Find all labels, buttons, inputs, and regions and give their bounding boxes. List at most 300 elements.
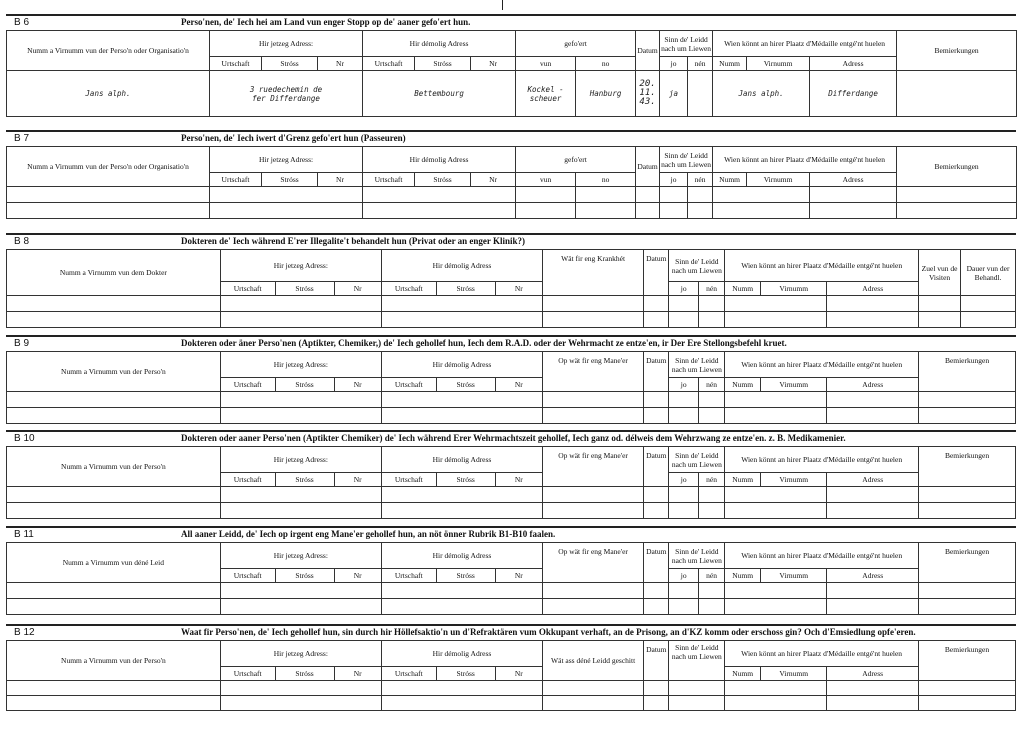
blank-cell[interactable] — [381, 599, 542, 615]
section-b9 — [6, 335, 1016, 389]
blank-cell[interactable] — [543, 599, 644, 615]
blank-cell[interactable] — [897, 187, 1017, 203]
blank-cell[interactable] — [827, 599, 919, 615]
table-b7 — [6, 146, 1017, 219]
blank-cell[interactable] — [220, 696, 381, 711]
blank-cell[interactable] — [713, 203, 810, 219]
blank-cell[interactable] — [644, 599, 669, 615]
blank-cell[interactable] — [669, 583, 698, 599]
blank-cell[interactable] — [516, 203, 576, 219]
blank-cell[interactable] — [644, 696, 669, 711]
col-gefoert: gefo'ert — [516, 31, 636, 57]
blank-cell[interactable] — [7, 187, 210, 203]
blank-cell[interactable] — [381, 503, 542, 519]
col-jo: jo — [669, 378, 698, 392]
col-stross: Stróss — [436, 282, 495, 296]
blank-cell[interactable] — [543, 487, 644, 503]
blank-cell[interactable] — [220, 392, 381, 408]
blank-cell[interactable] — [381, 408, 542, 424]
blank-cell[interactable] — [7, 583, 221, 599]
blank-cell[interactable] — [725, 503, 827, 519]
col-adress: Adress — [810, 173, 897, 187]
col-wien: Wien könnt an hirer Plaatz d'Médaille entgé'nt huelen — [725, 641, 919, 667]
blank-cell[interactable] — [725, 599, 827, 615]
blank-cell[interactable] — [220, 312, 381, 328]
blank-cell[interactable] — [669, 681, 725, 696]
col-stross: Stróss — [275, 667, 334, 681]
blank-cell[interactable] — [576, 187, 636, 203]
col-nen: nén — [698, 473, 724, 487]
col-nr: Nr — [334, 569, 381, 583]
col-numm: Numm — [725, 569, 761, 583]
blank-cell[interactable] — [669, 599, 698, 615]
section-title: Waat fir Perso'nen, de' Iech gehollef hun, sin durch hir Höllefsaktio'n un d'Refraktären vum Okkupant verhaft, an de Prisong, an d'KZ komm oder erschoss gin? Och d'Emsiedlung opfe'eren. — [181, 627, 916, 637]
col-old-addr: Hir démolig Adress — [381, 543, 542, 569]
col-adress: Adress — [827, 378, 919, 392]
col-bemierk: Bemierkungen — [919, 641, 1016, 681]
col-name-person: Numm a Virnumm vun der Perso'n — [7, 447, 221, 487]
blank-cell[interactable] — [381, 583, 542, 599]
blank-cell[interactable] — [725, 583, 827, 599]
entry-name[interactable]: Jans alph. — [7, 71, 210, 117]
blank-cell[interactable] — [698, 392, 724, 408]
blank-cell[interactable] — [827, 487, 919, 503]
blank-cell[interactable] — [827, 696, 919, 711]
blank-cell[interactable] — [827, 392, 919, 408]
blank-cell[interactable] — [827, 583, 919, 599]
blank-cell[interactable] — [669, 503, 698, 519]
col-numm: Numm — [725, 282, 761, 296]
col-stross: Stróss — [262, 57, 318, 71]
col-sinn: Sinn de' Leidd nach um Liewen — [669, 447, 725, 473]
col-krankhet: Wät fir eng Krankhét — [543, 250, 644, 296]
blank-cell[interactable] — [919, 296, 961, 312]
col-maneer: Op wät fir eng Mane'er — [543, 543, 644, 583]
blank-cell[interactable] — [827, 296, 919, 312]
col-adress: Adress — [810, 57, 897, 71]
col-nr: Nr — [318, 173, 363, 187]
entry-vun[interactable]: Kockel - scheuer — [516, 71, 576, 117]
blank-cell[interactable] — [381, 696, 542, 711]
blank-cell[interactable] — [827, 503, 919, 519]
blank-cell[interactable] — [669, 296, 698, 312]
col-virnumm: Virnumm — [761, 473, 827, 487]
col-sinn: Sinn de' Leidd nach um Liewen — [660, 147, 713, 173]
col-nen: nén — [688, 173, 713, 187]
section-title: Dokteren oder äner Perso'nen (Aptikter, Chemiker,) de' Iech gehollef hun, Iech dem R.A.D. oder der Wehrmacht ze entze'en, ir Der Ere Stellongsbefehl kruet. — [181, 338, 787, 348]
blank-cell[interactable] — [919, 312, 961, 328]
blank-cell[interactable] — [698, 487, 724, 503]
col-nr: Nr — [495, 378, 542, 392]
blank-cell[interactable] — [543, 408, 644, 424]
blank-cell[interactable] — [698, 583, 724, 599]
blank-cell[interactable] — [7, 503, 221, 519]
col-numm: Numm — [725, 378, 761, 392]
col-stross: Stróss — [436, 667, 495, 681]
col-virnumm: Virnumm — [761, 282, 827, 296]
col-maneer: Op wät fir eng Mane'er — [543, 352, 644, 392]
col-nen: nén — [698, 378, 724, 392]
blank-cell[interactable] — [827, 408, 919, 424]
col-jo: jo — [669, 282, 698, 296]
col-ortschaft: Urtschaft — [220, 667, 275, 681]
col-datum: Datum — [644, 447, 669, 487]
col-ortschaft: Urtschaft — [220, 378, 275, 392]
blank-cell[interactable] — [363, 187, 516, 203]
blank-cell[interactable] — [827, 312, 919, 328]
col-nr: Nr — [495, 473, 542, 487]
blank-cell[interactable] — [644, 408, 669, 424]
col-datum: Datum — [644, 641, 669, 681]
col-old-addr: Hir démolig Adress — [363, 31, 516, 57]
col-datum: Datum — [644, 250, 669, 296]
col-old-addr: Hir démolig Adress — [381, 352, 542, 378]
col-datum: Datum — [644, 352, 669, 392]
blank-cell[interactable] — [381, 312, 542, 328]
section-label: B 12 — [14, 627, 35, 638]
col-ortschaft: Urtschaft — [381, 473, 436, 487]
col-ortschaft: Urtschaft — [220, 282, 275, 296]
col-jo: jo — [660, 57, 688, 71]
col-ortschaft: Urtschaft — [381, 282, 436, 296]
col-nr: Nr — [334, 473, 381, 487]
col-visiten: Zuel vun de Visiten — [919, 250, 961, 296]
col-cur-addr: Hir jetzeg Adress: — [210, 147, 363, 173]
col-adress: Adress — [827, 667, 919, 681]
col-geschitt: Wät ass déné Leidd geschitt — [543, 641, 644, 681]
col-cur-addr: Hir jetzeg Adress: — [220, 641, 381, 667]
blank-cell[interactable] — [7, 312, 221, 328]
table-b10 — [6, 446, 1016, 519]
blank-cell[interactable] — [644, 392, 669, 408]
col-ortschaft: Urtschaft — [381, 378, 436, 392]
col-wien: Wien könnt an hirer Plaatz d'Médaille entgé'nt huelen — [725, 352, 919, 378]
blank-cell[interactable] — [827, 681, 919, 696]
section-title: Perso'nen, de' Iech hei am Land vun enger Stopp op de' aaner gefo'ert hun. — [181, 17, 471, 27]
blank-cell[interactable] — [919, 696, 1016, 711]
blank-cell[interactable] — [725, 681, 827, 696]
section-b6 — [6, 14, 1016, 107]
col-numm: Numm — [725, 473, 761, 487]
col-name: Numm a Virnumm vun der Perso'n oder Organisatio'n — [7, 31, 210, 71]
col-nen: nén — [688, 57, 713, 71]
blank-cell[interactable] — [7, 681, 221, 696]
col-old-addr: Hir démolig Adress — [381, 641, 542, 667]
col-name-person: Numm a Virnumm vun der Perso'n — [7, 641, 221, 681]
blank-cell[interactable] — [725, 296, 827, 312]
entry-jo[interactable]: ja — [660, 71, 688, 117]
col-cur-addr: Hir jetzeg Adress: — [220, 447, 381, 473]
entry-datum[interactable]: 20. 11. 43. — [636, 71, 660, 117]
section-b8 — [6, 233, 1016, 293]
col-virnumm: Virnumm — [761, 667, 827, 681]
blank-cell[interactable] — [636, 187, 660, 203]
col-stross: Stróss — [436, 473, 495, 487]
col-nr: Nr — [471, 173, 516, 187]
col-old-addr: Hir démolig Adress — [381, 447, 542, 473]
section-label: B 7 — [14, 133, 30, 144]
col-sinn: Sinn de' Leidd nach um Liewen — [660, 31, 713, 57]
blank-cell[interactable] — [220, 503, 381, 519]
entry-cur-addr-line2: fer Differdange — [252, 93, 320, 103]
col-stross: Stróss — [275, 282, 334, 296]
col-adress: Adress — [827, 473, 919, 487]
col-cur-addr: Hir jetzeg Adress: — [220, 352, 381, 378]
col-old-addr: Hir démolig Adress — [381, 250, 542, 282]
col-stross: Stróss — [415, 57, 471, 71]
blank-cell[interactable] — [220, 599, 381, 615]
blank-cell[interactable] — [810, 203, 897, 219]
col-sinn: Sinn de' Leidd nach um Liewen — [669, 543, 725, 569]
col-stross: Stróss — [262, 173, 318, 187]
table-b11 — [6, 542, 1016, 615]
blank-cell[interactable] — [698, 296, 724, 312]
col-numm: Numm — [713, 57, 747, 71]
entry-cur-addr-line1: 3 ruedechemin de — [249, 84, 323, 94]
blank-cell[interactable] — [698, 599, 724, 615]
blank-cell[interactable] — [698, 408, 724, 424]
blank-cell[interactable] — [543, 296, 644, 312]
blank-cell[interactable] — [220, 408, 381, 424]
blank-cell[interactable] — [897, 203, 1017, 219]
blank-cell[interactable] — [725, 312, 827, 328]
blank-cell[interactable] — [669, 392, 698, 408]
col-stross: Stróss — [415, 173, 471, 187]
col-nr: Nr — [495, 667, 542, 681]
blank-cell[interactable] — [919, 583, 1016, 599]
section-label: B 11 — [14, 529, 34, 540]
col-nr: Nr — [471, 57, 516, 71]
blank-cell[interactable] — [919, 599, 1016, 615]
blank-cell[interactable] — [7, 296, 221, 312]
col-no: no — [576, 173, 636, 187]
table-b9 — [6, 351, 1016, 424]
col-datum: Datum — [644, 543, 669, 583]
section-title: Dokteren de' Iech während E'rer Illegalite't behandelt hun (Privat oder an enger Klinik?) — [181, 236, 526, 246]
col-ortschaft: Urtschaft — [381, 667, 436, 681]
blank-cell[interactable] — [543, 392, 644, 408]
col-cur-addr: Hir jetzeg Adress: — [220, 543, 381, 569]
blank-cell[interactable] — [381, 487, 542, 503]
section-label: B 9 — [14, 338, 30, 349]
blank-cell[interactable] — [919, 408, 1016, 424]
section-title: Dokteren oder aaner Perso'nen (Aptikter Chemiker) de' Iech während Erer Wehrmachtszeit gehollef, Iech ganz od. délweis dem Wehrzwang ze entze'en. z. B. Medikamenier. — [181, 433, 846, 443]
col-name-person: Numm a Virnumm vun der Perso'n — [7, 352, 221, 392]
col-ortschaft: Urtschaft — [210, 57, 262, 71]
blank-cell[interactable] — [698, 503, 724, 519]
col-bemierk: Bemierkungen — [919, 543, 1016, 583]
blank-cell[interactable] — [543, 503, 644, 519]
section-label: B 6 — [14, 17, 30, 28]
col-virnumm: Virnumm — [761, 569, 827, 583]
blank-cell[interactable] — [644, 487, 669, 503]
table-b8 — [6, 249, 1016, 328]
blank-cell[interactable] — [688, 203, 713, 219]
blank-cell[interactable] — [725, 392, 827, 408]
col-adress: Adress — [827, 282, 919, 296]
col-bemierk: Bemierkungen — [919, 352, 1016, 392]
col-nr: Nr — [334, 667, 381, 681]
blank-cell[interactable] — [381, 681, 542, 696]
col-ortschaft: Urtschaft — [363, 57, 415, 71]
col-bemierk: Bemierkungen — [897, 147, 1017, 187]
section-title: Perso'nen, de' Iech iwert d'Grenz gefo'ert hun (Passeuren) — [181, 133, 406, 143]
col-sinn: Sinn de' Leidd nach um Liewen — [669, 352, 725, 378]
col-cur-addr: Hir jetzeg Adress: — [210, 31, 363, 57]
col-ortschaft: Urtschaft — [381, 569, 436, 583]
blank-cell[interactable] — [7, 599, 221, 615]
col-nr: Nr — [318, 57, 363, 71]
blank-cell[interactable] — [698, 312, 724, 328]
col-name: Numm a Virnumm vun der Perso'n oder Organisatio'n — [7, 147, 210, 187]
col-sinn: Sinn de' Leidd nach um Liewen — [669, 641, 725, 681]
blank-cell[interactable] — [961, 312, 1016, 328]
col-vun: vun — [516, 173, 576, 187]
col-jo: jo — [669, 569, 698, 583]
section-title: All aaner Leidd, de' Iech op irgent eng Mane'er gehollef hun, an nöt önner Rubrik B1-B10 faalen. — [181, 529, 556, 539]
section-label: B 8 — [14, 236, 30, 247]
col-adress: Adress — [827, 569, 919, 583]
blank-cell[interactable] — [210, 187, 363, 203]
entry-medal-name[interactable]: Jans alph. — [713, 71, 810, 117]
blank-cell[interactable] — [919, 392, 1016, 408]
col-ortschaft: Urtschaft — [363, 173, 415, 187]
blank-cell[interactable] — [961, 296, 1016, 312]
blank-cell[interactable] — [725, 408, 827, 424]
col-gefoert: gefo'ert — [516, 147, 636, 173]
blank-cell[interactable] — [7, 408, 221, 424]
col-stross: Stróss — [275, 569, 334, 583]
table-b6 — [6, 30, 1017, 117]
blank-cell[interactable] — [220, 681, 381, 696]
blank-cell[interactable] — [381, 392, 542, 408]
col-wien: Wien könnt an hirer Plaatz d'Médaille entgé'nt huelen — [725, 543, 919, 569]
blank-cell[interactable] — [713, 187, 810, 203]
col-virnumm: Virnumm — [747, 57, 810, 71]
entry-medal-addr[interactable]: Differdange — [810, 71, 897, 117]
blank-cell[interactable] — [660, 203, 688, 219]
col-old-addr: Hir démolig Adress — [363, 147, 516, 173]
col-nr: Nr — [334, 378, 381, 392]
col-wien: Wien könnt an hirer Plaatz d'Médaille entgé'nt huelen — [725, 447, 919, 473]
section-b12 — [6, 624, 1016, 678]
col-cur-addr: Hir jetzeg Adress: — [220, 250, 381, 282]
entry-bemierk[interactable] — [897, 71, 1017, 117]
col-virnumm: Virnumm — [747, 173, 810, 187]
col-wien: Wien könnt an hirer Plaatz d'Médaille entgé'nt huelen — [713, 31, 897, 57]
col-ortschaft: Urtschaft — [220, 473, 275, 487]
col-numm: Numm — [713, 173, 747, 187]
blank-cell[interactable] — [810, 187, 897, 203]
blank-cell[interactable] — [636, 203, 660, 219]
blank-cell[interactable] — [919, 681, 1016, 696]
entry-old-addr[interactable]: Bettembourg — [363, 71, 516, 117]
col-datum: Datum — [636, 31, 660, 71]
col-stross: Stróss — [275, 378, 334, 392]
col-wien: Wien könnt an hirer Plaatz d'Médaille entgé'nt huelen — [713, 147, 897, 173]
section-b7 — [6, 130, 1016, 184]
col-virnumm: Virnumm — [761, 378, 827, 392]
col-datum: Datum — [636, 147, 660, 187]
entry-cur-addr[interactable] — [210, 71, 363, 117]
blank-cell[interactable] — [644, 296, 669, 312]
col-nr: Nr — [495, 282, 542, 296]
blank-cell[interactable] — [688, 187, 713, 203]
entry-nen[interactable] — [688, 71, 713, 117]
col-jo: jo — [660, 173, 688, 187]
blank-cell[interactable] — [725, 487, 827, 503]
col-nen: nén — [698, 569, 724, 583]
blank-cell[interactable] — [220, 487, 381, 503]
blank-cell[interactable] — [669, 696, 725, 711]
top-mark — [502, 0, 503, 10]
table-b12 — [6, 640, 1016, 711]
blank-cell[interactable] — [543, 681, 644, 696]
entry-no[interactable]: Hanburg — [576, 71, 636, 117]
col-bemierk: Bemierkungen — [919, 447, 1016, 487]
blank-cell[interactable] — [7, 487, 221, 503]
blank-cell[interactable] — [381, 296, 542, 312]
blank-cell[interactable] — [644, 312, 669, 328]
col-nr: Nr — [495, 569, 542, 583]
col-stross: Stróss — [436, 569, 495, 583]
col-wien: Wien könnt an hirer Plaatz d'Médaille entgé'nt huelen — [725, 250, 919, 282]
col-numm: Numm — [725, 667, 761, 681]
blank-cell[interactable] — [7, 203, 210, 219]
blank-cell[interactable] — [220, 296, 381, 312]
col-vun: vun — [516, 57, 576, 71]
col-jo: jo — [669, 473, 698, 487]
col-behandl: Dauer vun der Behandl. — [961, 250, 1016, 296]
blank-cell[interactable] — [543, 312, 644, 328]
blank-cell[interactable] — [919, 503, 1016, 519]
blank-cell[interactable] — [543, 583, 644, 599]
col-nen: nén — [698, 282, 724, 296]
blank-cell[interactable] — [725, 696, 827, 711]
col-nr: Nr — [334, 282, 381, 296]
blank-cell[interactable] — [7, 392, 221, 408]
blank-cell[interactable] — [543, 696, 644, 711]
blank-cell[interactable] — [576, 203, 636, 219]
col-stross: Stróss — [275, 473, 334, 487]
section-b11 — [6, 526, 1016, 580]
blank-cell[interactable] — [363, 203, 516, 219]
col-ortschaft: Urtschaft — [220, 569, 275, 583]
blank-cell[interactable] — [660, 187, 688, 203]
section-b10 — [6, 430, 1016, 484]
blank-cell[interactable] — [669, 312, 698, 328]
col-no: no — [576, 57, 636, 71]
blank-cell[interactable] — [7, 696, 221, 711]
blank-cell[interactable] — [220, 583, 381, 599]
col-name-leid: Numm a Virnumm vun déné Leid — [7, 543, 221, 583]
blank-cell[interactable] — [210, 203, 363, 219]
col-name-doctor: Numm a Virnumm vun dem Dokter — [7, 250, 221, 296]
blank-cell[interactable] — [516, 187, 576, 203]
col-ortschaft: Urtschaft — [210, 173, 262, 187]
blank-cell[interactable] — [669, 408, 698, 424]
col-maneer: Op wät fir eng Mane'er — [543, 447, 644, 487]
blank-cell[interactable] — [644, 681, 669, 696]
blank-cell[interactable] — [644, 503, 669, 519]
blank-cell[interactable] — [669, 487, 698, 503]
col-bemierk: Bemierkungen — [897, 31, 1017, 71]
col-stross: Stróss — [436, 378, 495, 392]
blank-cell[interactable] — [919, 487, 1016, 503]
section-label: B 10 — [14, 433, 35, 444]
col-sinn: Sinn de' Leidd nach um Liewen — [669, 250, 725, 282]
blank-cell[interactable] — [644, 583, 669, 599]
